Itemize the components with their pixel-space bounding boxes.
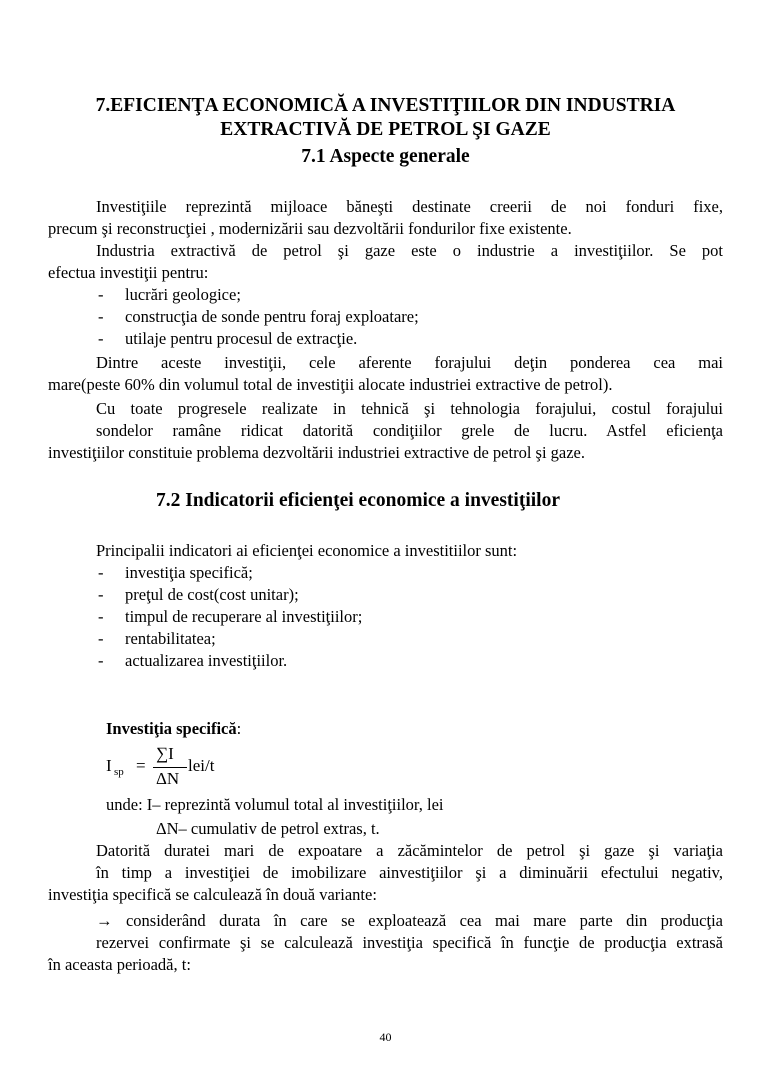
formula-equals: = (136, 756, 146, 775)
paragraph-principalii-indicatori: Principalii indicatori ai eficienţei economice a investitiilor sunt: (96, 541, 518, 560)
fraction-bar (153, 767, 187, 768)
subheading-investitia-specifica: Investiţia specifică: (106, 719, 242, 738)
section-heading-7-1: 7.1 Aspecte generale (301, 146, 470, 167)
formula-denominator: ΔN (156, 769, 180, 788)
chapter-title-line-1: 7.EFICIENŢA ECONOMICĂ A INVESTIŢIILOR DIN INDUSTRIA (95, 95, 676, 116)
formula-unit: lei/t (188, 756, 215, 775)
formula-investitie-specifica (106, 738, 306, 788)
definition-line-delta-n: ΔN– cumulativ de petrol extras, t. (156, 819, 380, 838)
chapter-title-line-2: EXTRACTIVĂ DE PETROL ŞI GAZE (220, 119, 551, 140)
paragraph-durata-exploatare: Datorită duratei mari de expoatare a zăcămintelor de petrol şi gaze şi variaţia în timp a investiţiei de imobilizare ainvestiţiilor şi a diminuării efectului negativ, investiţia specifică se calculează în două variante: (48, 841, 723, 904)
formula-numerator: ∑I (156, 744, 174, 763)
formula-lhs-subscript: sp (114, 766, 124, 778)
definition-line-i: unde: I– reprezintă volumul total al investiţiilor, lei (106, 795, 444, 814)
document-page: 7.EFICIENŢA ECONOMICĂ A INVESTIŢIILOR DIN INDUSTRIA EXTRACTIVĂ DE PETROL ŞI GAZE 7.1 Aspecte generale Investiţiile reprezintă mijloace băneşti destinate creerii de noi fonduri fixe, precum şi reconstrucţiei , modernizării sau dezvoltării fondurilor fixe existente. Industria extractivă de petrol şi gaze este o industrie a investiţiilor. Se pot efectua investiţii pentru: - lucrări geologice; - construcţia de sonde pentru foraj exploatare; - utilaje pentru procesul de extracţie. Dintre aceste investiţii, cele aferente forajului deţin ponderea cea mai mare(peste 60% din volumul total de investiţii alocate industriei extractive de petrol). Cu toate progresele realizate in tehnică şi tehnologia forajului, costul forajului sondelor ramâne ridicat datorită condiţiilor grele de lucru. Astfel eficienţa investiţiilor constituie problema dezvoltării industriei extractive de petrol şi gaze. 7.2 Indicatorii eficienţei economice a investiţiilor Principalii indicatori ai eficienţei economice a investitiilor sunt: - investiţia specifică; - preţul de cost(cost unitar); - timpul de recuperare al investiţiilor; - rentabilitatea; - actualizarea investiţiilor. Investiţia specifică: I sp = ∑I ΔN lei/t unde: I– reprezintă volumul total al investiţiilor, lei ΔN– cumulativ de petrol extras, t. Datorită duratei mari de expoatare a zăcămintelor de petrol şi gaze şi variaţia în timp a investiţiei de imobilizare ainvestiţiilor şi a diminuării efectului negativ, investiţia specifică se calculează în două variante: → considerând durata în care se exploatează cea mai mare parte din producţia rezervei confirmate şi se calculează investiţia specifică în funcţie de producţia extrasă în aceasta perioadă, t: 40 (48, 95, 723, 1044)
page-number: 40 (379, 1030, 392, 1044)
paragraph-industria-extractiva: Industria extractivă de petrol şi gaze este o industrie a investiţiilor. Se pot efectua investiţii pentru: (48, 241, 723, 282)
section-heading-7-2: 7.2 Indicatorii eficienţei economice a investiţiilor (156, 490, 560, 511)
paragraph-ponderea-forajului: Dintre aceste investiţii, cele aferente forajului deţin ponderea cea mai mare(peste 60% din volumul total de investiţii alocate industriei extractive de petrol). (48, 353, 723, 394)
formula-lhs: I (106, 756, 112, 775)
paragraph-costul-forajului: Cu toate progresele realizate in tehnică şi tehnologia forajului, costul forajului sondelor ramâne ridicat datorită condiţiilor grele de lucru. Astfel eficienţa investiţiilor constituie problema dezvoltării industriei extractive de petrol şi gaze. (48, 399, 723, 462)
paragraph-varianta-1: → considerând durata în care se exploatează cea mai mare parte din producţia rezervei confirmate şi se calculează investiţia specifică în funcţie de producţia extrasă în aceasta perioadă, t: (48, 911, 723, 974)
chapter-title (48, 94, 723, 142)
paragraph-investitii-definitie: Investiţiile reprezintă mijloace băneşti destinate creerii de noi fonduri fixe, precum şi reconstrucţiei , modernizării sau dezvoltării fondurilor fixe existente. (48, 197, 723, 238)
